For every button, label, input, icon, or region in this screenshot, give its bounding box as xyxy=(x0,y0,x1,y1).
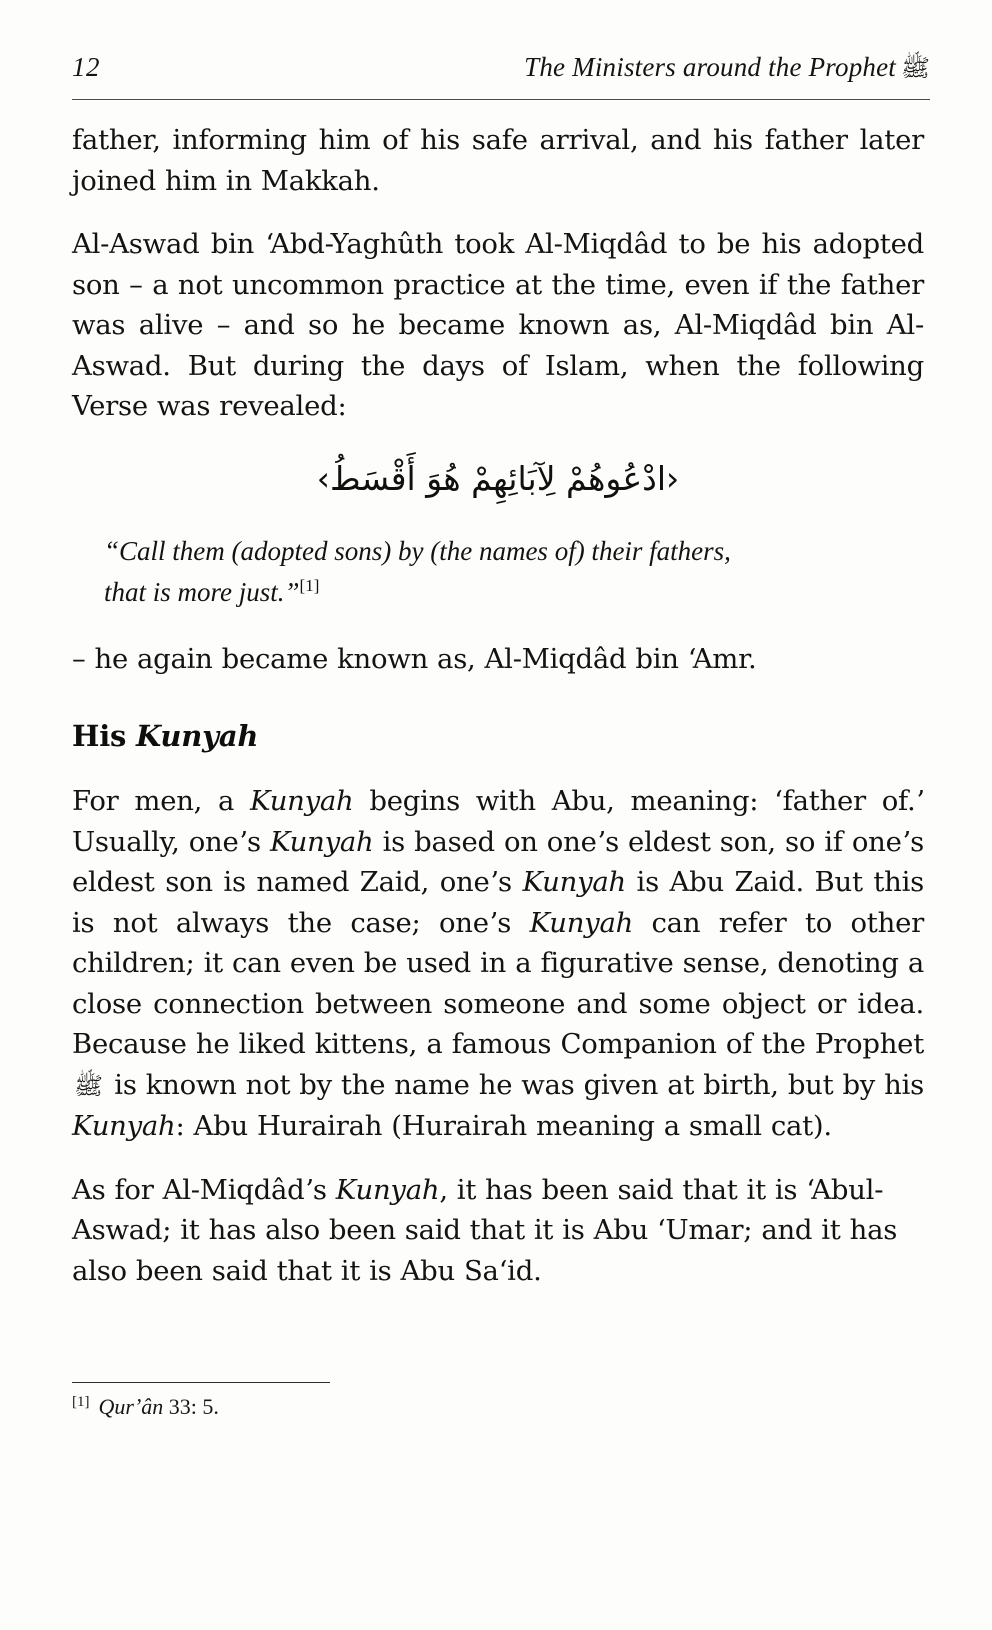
paragraph-miqdad-kunyah xyxy=(72,1170,924,1292)
footnote-source: Qurʼân xyxy=(98,1394,164,1419)
paragraph-text: Al-Aswad bin ʻAbd-Yaghûth took Al-Miqdâd to be his adopted son – a not uncommon practice at the time, even if the father was alive – and so he became known as, Al-Miqdâd bin Al-Aswad. But during the days of Islam, when the following Verse was revealed: xyxy=(72,228,924,422)
text-run: is Abu Zaid. But this is not always the case; oneʼs xyxy=(72,866,924,939)
term-kunyah: Kunyah xyxy=(335,1173,440,1206)
term-kunyah: Kunyah xyxy=(250,785,354,817)
term-kunyah: Kunyah xyxy=(269,825,374,858)
header-divider xyxy=(72,99,930,100)
running-title xyxy=(524,52,930,88)
salla-allahu-alayhi-wa-sallam-icon: ﷺ xyxy=(901,56,930,82)
running-title-text: The Ministers around the Prophet xyxy=(524,52,896,82)
footnote-reference[interactable]: [1] xyxy=(299,575,320,595)
term-kunyah: Kunyah xyxy=(529,906,634,939)
text-run: is based on oneʼs eldest son, so if oneʼs eldest son is named Zaid, oneʼs xyxy=(72,825,924,898)
footnote-entry xyxy=(72,1392,924,1422)
paragraph-renamed xyxy=(72,639,924,680)
running-head xyxy=(72,52,930,92)
text-run: can refer to other children; it can even be used in a figurative sense, denoting a close connection between someone and some object or idea. Because he liked kittens, a famous Companion of the Prophet xyxy=(72,906,924,1060)
text-run: For men, a xyxy=(72,785,250,817)
translation-line-1: “Call them (adopted sons) by (the names of) their fathers, xyxy=(104,535,731,566)
text-run: begins with Abu, meaning: ʻfather of.ʼ Usually, oneʼs xyxy=(72,785,924,858)
paragraph-kunyah-explanation xyxy=(72,781,924,1147)
paragraph-text: – he again became known as, Al-Miqdâd bin ʻAmr. xyxy=(72,642,757,675)
term-kunyah: Kunyah xyxy=(72,1110,176,1142)
text-run: , it has been said that it is ʻAbul-Aswad; it has also been said that it is Abu ʻUmar; and it has also been said that it is Abu Saʻid. xyxy=(72,1173,898,1287)
term-kunyah: Kunyah xyxy=(522,866,626,898)
text-run: is known not by the name he was given at birth, but by his xyxy=(105,1068,924,1101)
footnote-marker: [1] xyxy=(72,1393,90,1410)
text-column xyxy=(72,120,924,1314)
footnote-zone xyxy=(72,1382,924,1422)
salla-allahu-alayhi-wa-sallam-icon: ﷺ xyxy=(74,1071,103,1100)
paragraph-continuation xyxy=(72,120,924,201)
quran-verse-arabic xyxy=(72,453,924,505)
page-number: 12 xyxy=(72,52,100,82)
heading-word-his: His xyxy=(72,719,137,753)
text-run: As for Al-Miqdâdʼs xyxy=(72,1173,336,1206)
footnote-divider xyxy=(72,1382,330,1383)
footnote-reference-text: 33: 5. xyxy=(163,1394,219,1419)
quran-verse-translation xyxy=(72,531,924,613)
verse-text: ‹ادْعُوهُمْ لِآبَائِهِمْ هُوَ أَقْسَطُ› xyxy=(316,458,680,498)
translation-line-2: that is more just.” xyxy=(104,576,300,607)
heading-word-kunyah: Kunyah xyxy=(136,719,259,753)
paragraph-adoption xyxy=(72,224,924,427)
text-run: : Abu Hurairah (Hurairah meaning a small cat). xyxy=(175,1110,832,1142)
section-heading-his-kunyah xyxy=(72,717,924,755)
paragraph-text: father, informing him of his safe arrival, and his father later joined him in Makkah. xyxy=(72,124,924,197)
